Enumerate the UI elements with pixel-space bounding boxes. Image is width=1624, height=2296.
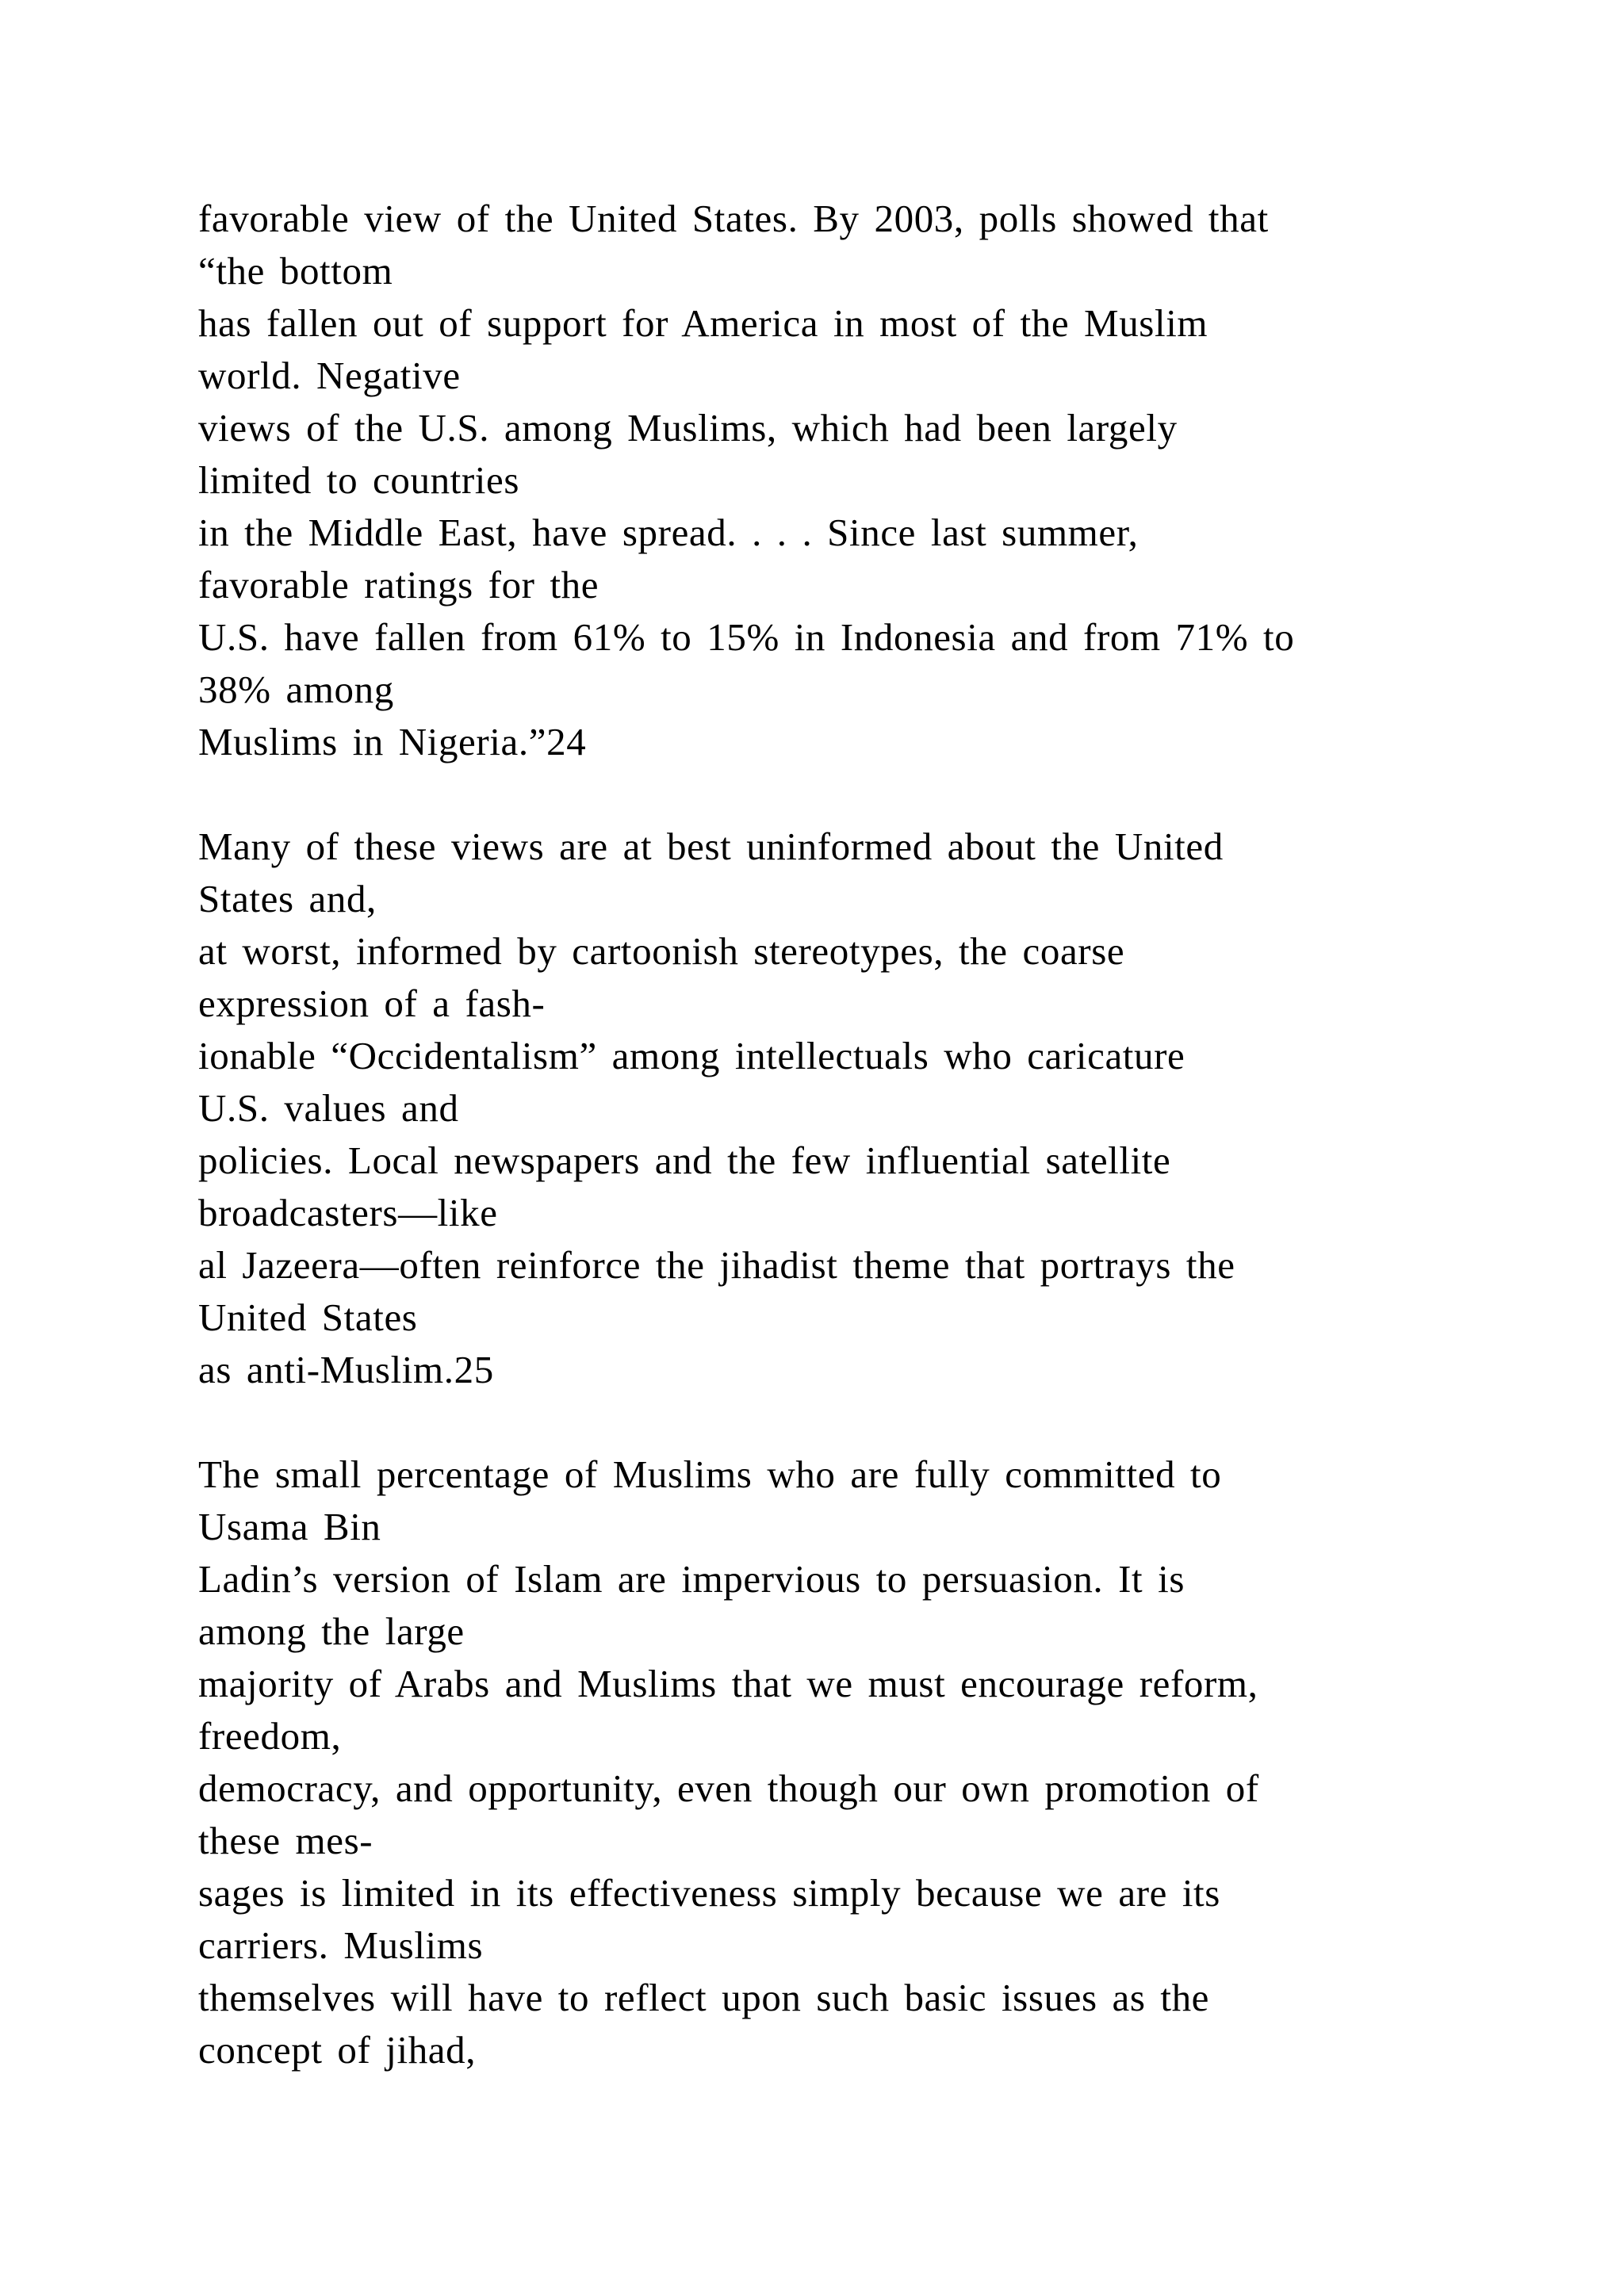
text-line: among the large xyxy=(198,1609,465,1653)
body-text xyxy=(198,193,1515,2129)
text-line: has fallen out of support for America in most of the Muslim xyxy=(198,301,1208,345)
text-line: Many of these views are at best uninformed about the United xyxy=(198,825,1224,868)
text-line: broadcasters—like xyxy=(198,1191,498,1234)
text-line: U.S. have fallen from 61% to 15% in Indonesia and from 71% to xyxy=(198,615,1295,659)
text-line: U.S. values and xyxy=(198,1086,459,1130)
paragraph-2 xyxy=(198,821,1515,1396)
text-line: carriers. Muslims xyxy=(198,1923,484,1967)
text-line: freedom, xyxy=(198,1714,342,1758)
text-line: views of the U.S. among Muslims, which had been largely xyxy=(198,406,1178,450)
text-line: United States xyxy=(198,1295,418,1339)
text-line: in the Middle East, have spread. . . . Since last summer, xyxy=(198,511,1139,554)
text-line: The small percentage of Muslims who are fully committed to xyxy=(198,1452,1222,1496)
text-line: 38% among xyxy=(198,668,394,711)
text-line: democracy, and opportunity, even though our own promotion of xyxy=(198,1766,1259,1810)
text-line: Muslims in Nigeria.”24 xyxy=(198,720,587,763)
text-line: favorable view of the United States. By 2003, polls showed that xyxy=(198,197,1269,240)
text-line: policies. Local newspapers and the few influential satellite xyxy=(198,1138,1171,1182)
text-line: favorable ratings for the xyxy=(198,563,599,607)
text-line: ionable “Occidentalism” among intellectuals who caricature xyxy=(198,1034,1185,1077)
paragraph-1 xyxy=(198,193,1515,768)
text-line: world. Negative xyxy=(198,354,461,397)
text-line: “the bottom xyxy=(198,249,393,293)
text-line: Ladin’s version of Islam are impervious to persuasion. It is xyxy=(198,1557,1185,1601)
text-line: at worst, informed by cartoonish stereotypes, the coarse xyxy=(198,929,1125,973)
text-line: themselves will have to reflect upon such basic issues as the xyxy=(198,1976,1210,2019)
text-line: these mes- xyxy=(198,1819,373,1862)
text-line: majority of Arabs and Muslims that we must encourage reform, xyxy=(198,1662,1258,1705)
text-line: al Jazeera—often reinforce the jihadist theme that portrays the xyxy=(198,1243,1235,1287)
text-line: States and, xyxy=(198,877,377,920)
text-line: sages is limited in its effectiveness simply because we are its xyxy=(198,1871,1220,1915)
text-line: Usama Bin xyxy=(198,1505,381,1548)
text-line: limited to countries xyxy=(198,458,520,502)
text-line: concept of jihad, xyxy=(198,2028,477,2072)
text-line: expression of a fash- xyxy=(198,982,546,1025)
text-line: as anti-Muslim.25 xyxy=(198,1348,494,1391)
paragraph-3 xyxy=(198,1448,1515,2076)
